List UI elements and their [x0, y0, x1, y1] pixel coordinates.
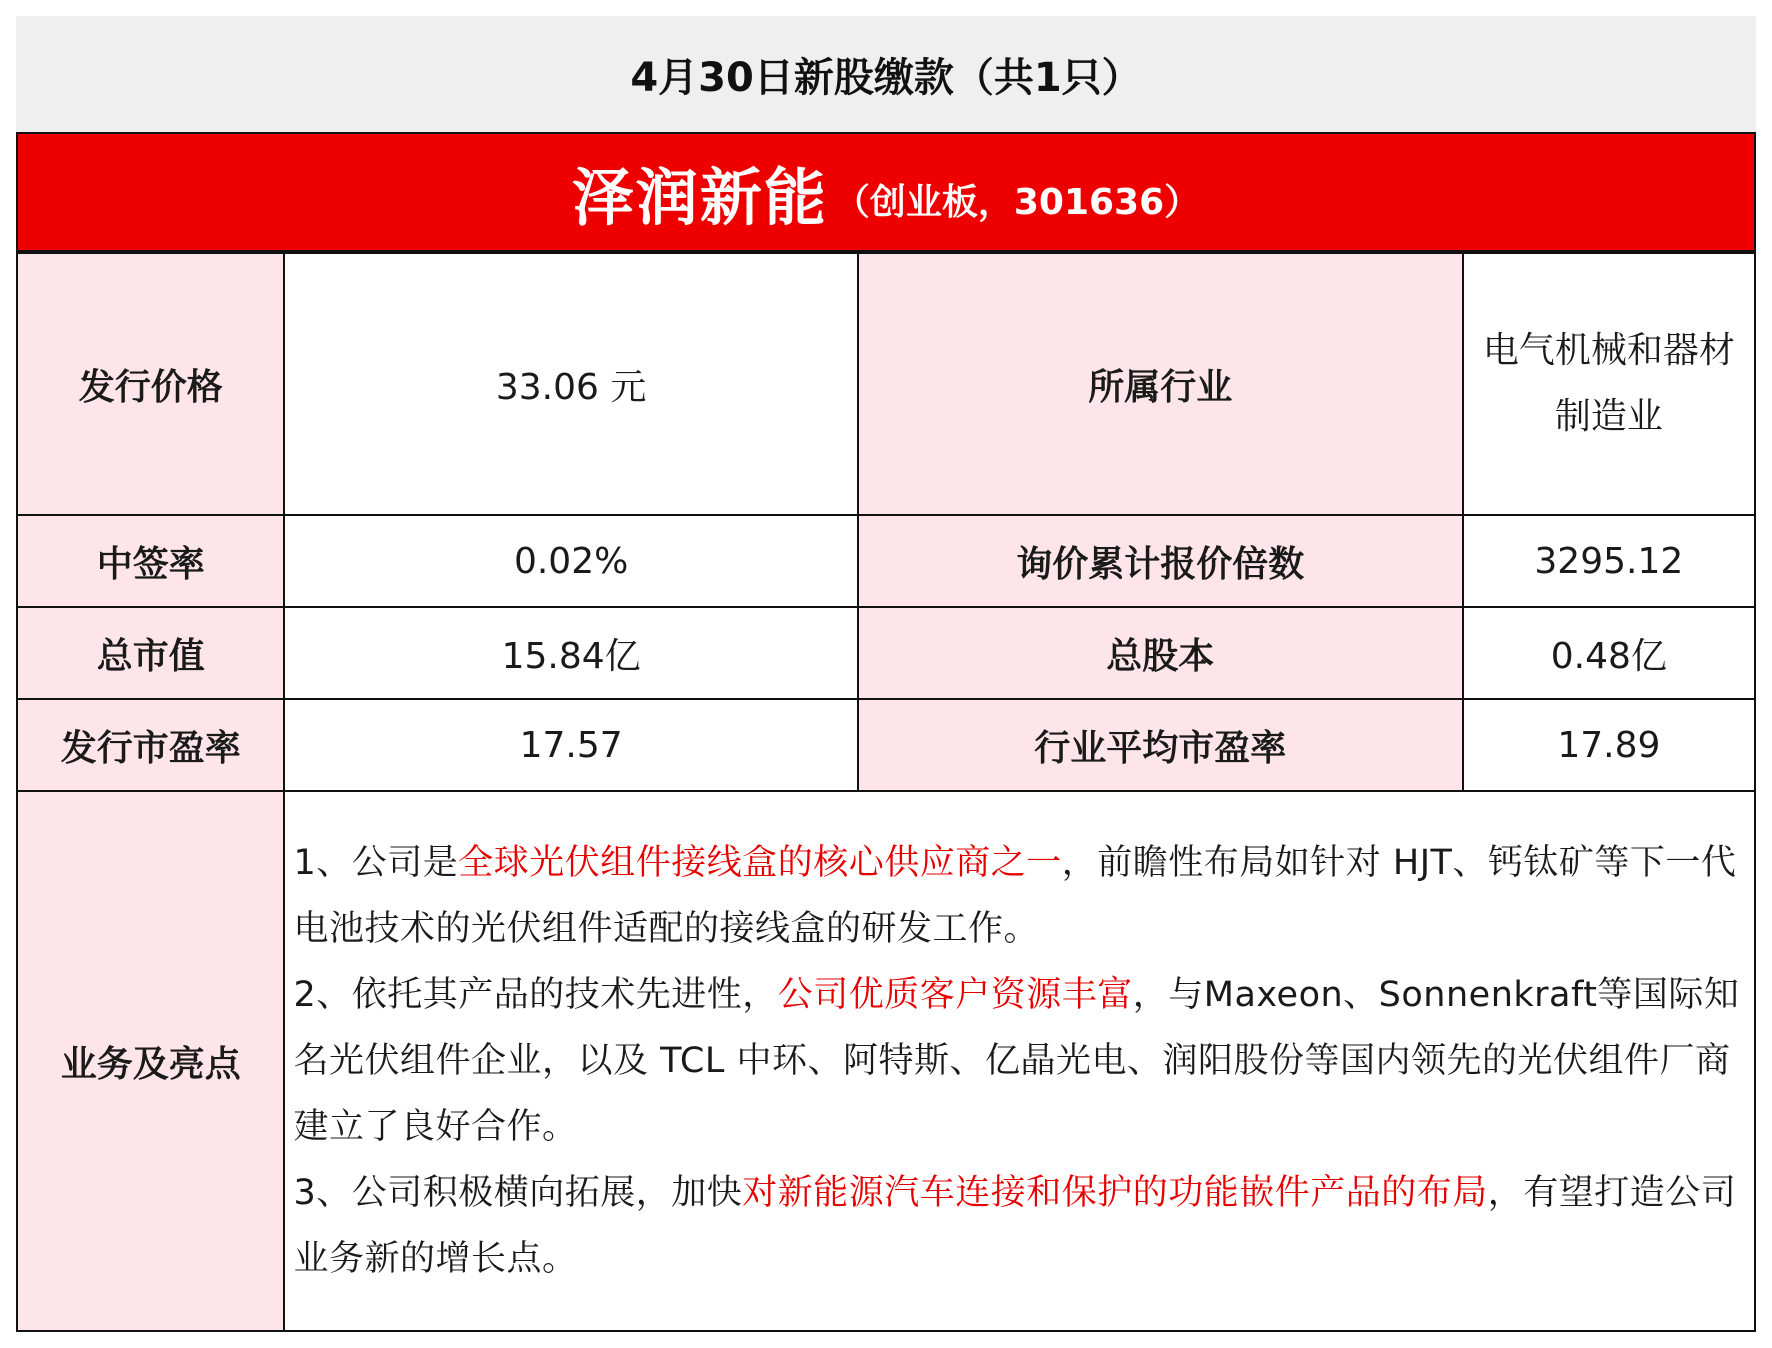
industry-label: 所属行业	[858, 253, 1463, 515]
stock-name: 泽润新能	[571, 160, 828, 234]
ipo-info-card	[16, 16, 1756, 1332]
inquiry-multiple-value: 3295.12	[1463, 515, 1755, 607]
industry-pe-label: 行业平均市盈率	[858, 699, 1463, 791]
business-point-2-text: 2、依托其产品的技术先进性，	[293, 975, 778, 1015]
business-point-1-text-tail: ，前瞻性布局如针对 HJT、钙钛矿等下一代电池技术的光伏组件适配的接线盒的研发工作。	[293, 843, 1737, 949]
industry-value-line2: 制造业	[1554, 396, 1663, 437]
issue-pe-label: 发行市盈率	[17, 699, 284, 791]
table-row	[17, 515, 1755, 607]
business-point-2	[293, 962, 1740, 1160]
business-point-2-highlight: 公司优质客户资源丰富	[777, 975, 1133, 1015]
issue-price-label: 发行价格	[17, 253, 284, 515]
issue-pe-value: 17.57	[284, 699, 857, 791]
ipo-info-table	[16, 252, 1756, 1332]
business-point-3-text: 3、公司积极横向拓展，加快	[293, 1173, 743, 1213]
table-row	[17, 791, 1755, 1331]
total-shares-value: 0.48亿	[1463, 607, 1755, 699]
winning-rate-value: 0.02%	[284, 515, 857, 607]
inquiry-multiple-label: 询价累计报价倍数	[858, 515, 1463, 607]
business-point-1-highlight: 全球光伏组件接线盒的核心供应商之一	[458, 843, 1062, 883]
table-row	[17, 253, 1755, 515]
total-shares-label: 总股本	[858, 607, 1463, 699]
business-point-3-highlight: 对新能源汽车连接和保护的功能嵌件产品的布局	[742, 1173, 1488, 1213]
industry-value	[1463, 253, 1755, 515]
business-description	[284, 791, 1755, 1331]
business-point-1-text: 1、公司是	[293, 843, 459, 883]
page-title: 4月30日新股缴款（共1只）	[16, 16, 1756, 132]
business-point-1	[293, 830, 1740, 962]
stock-board-code: （创业板，301636）	[833, 181, 1201, 223]
stock-banner	[16, 132, 1756, 252]
issue-price-value: 33.06 元	[284, 253, 857, 515]
winning-rate-label: 中签率	[17, 515, 284, 607]
business-point-2-text-tail: ，与Maxeon、Sonnenkraft等国际知名光伏组件企业，以及 TCL 中环、阿特斯、亿晶光电、润阳股份等国内领先的光伏组件厂商建立了良好合作。	[293, 975, 1740, 1147]
business-label: 业务及亮点	[17, 791, 284, 1331]
business-point-3-text-tail: ，有望打造公司业务新的增长点。	[293, 1173, 1737, 1279]
table-row	[17, 607, 1755, 699]
industry-pe-value: 17.89	[1463, 699, 1755, 791]
business-point-3	[293, 1160, 1740, 1292]
industry-value-line1: 电气机械和器材	[1482, 330, 1735, 371]
market-cap-value: 15.84亿	[284, 607, 857, 699]
table-row	[17, 699, 1755, 791]
market-cap-label: 总市值	[17, 607, 284, 699]
